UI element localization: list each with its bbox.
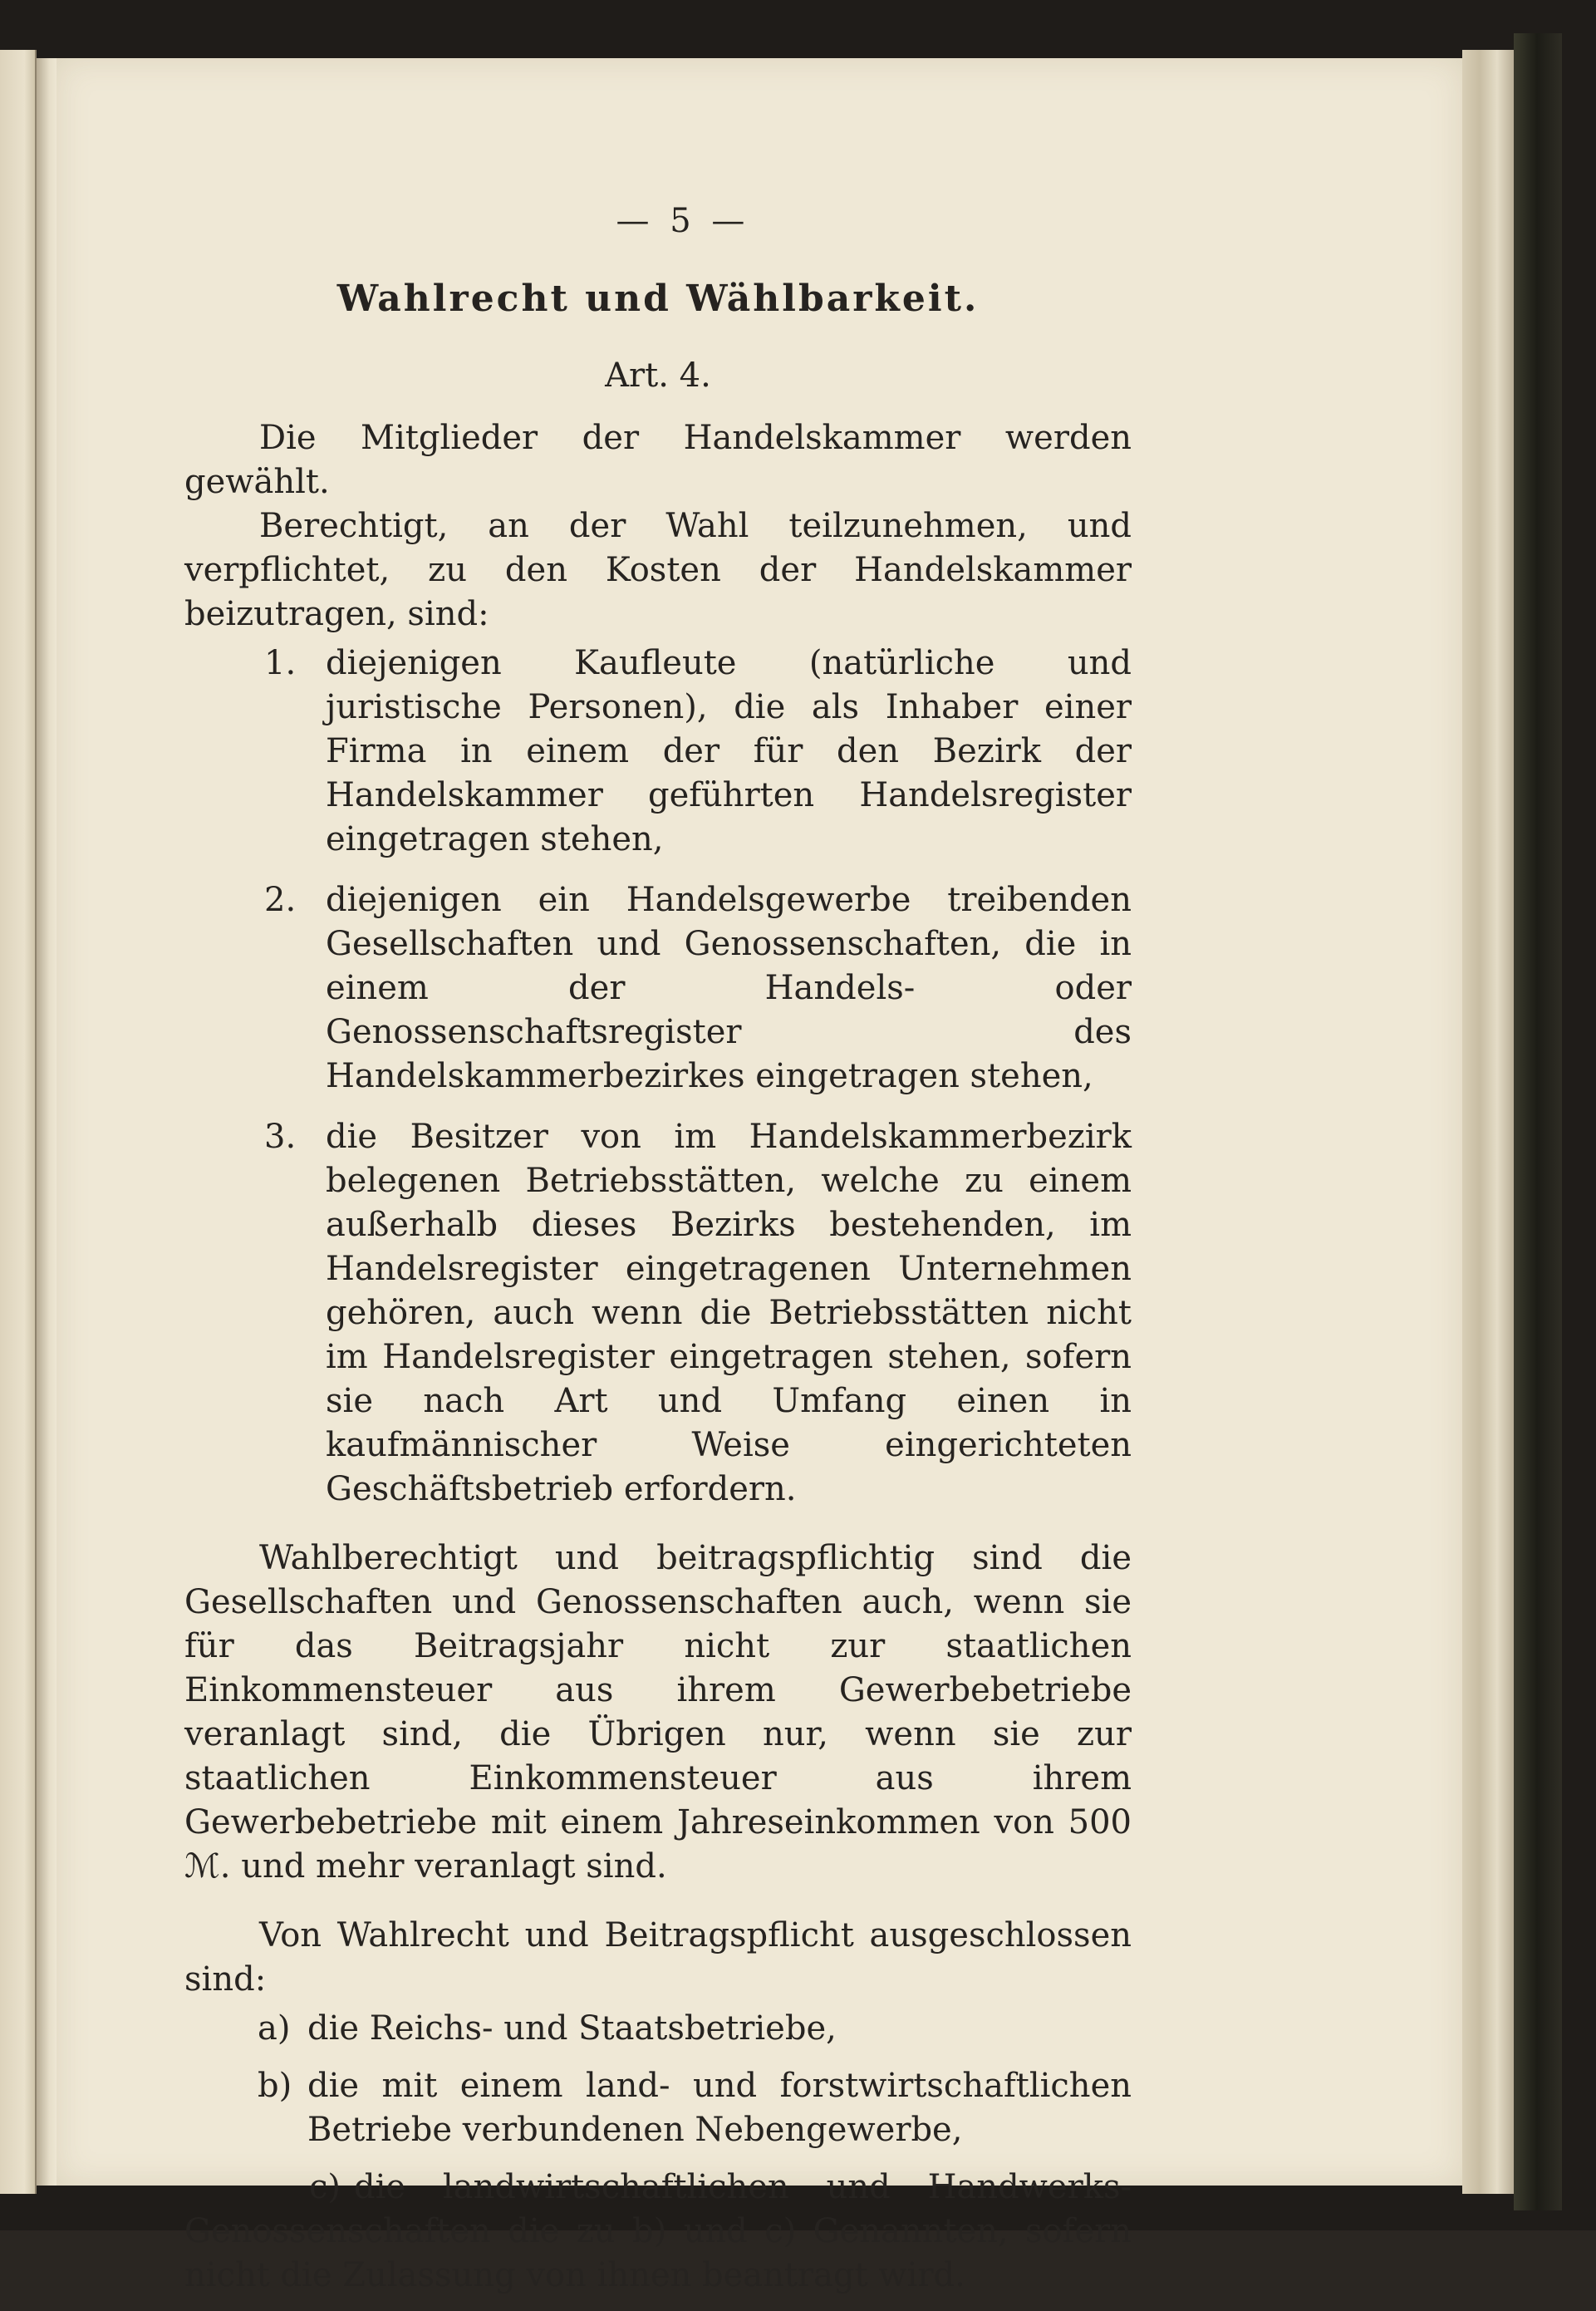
article-number: Art. 4.: [605, 356, 711, 395]
paragraph-members: Die Mitglieder der Handelskammer werden gewählt.: [184, 419, 1132, 501]
list-item-number: 2.: [264, 881, 297, 919]
list-item: [184, 2166, 1132, 2298]
paragraph-eligibility: Wahlberechtigt und beitragspflichtig sind die Gesellschaften und Genossenschaften auch, wenn sie für das Beitragsjahr nicht zur staatlichen Einkommensteuer aus ihrem Gewerbebetriebe veranlagt sind, die Übrigen nur, wenn sie zur staatlichen Einkommensteuer aus ihrem Gewerbebetriebe mit einem Jahreseinkommen von 500 ℳ. und mehr veranlagt sind.: [184, 1539, 1132, 1886]
list-item: [184, 642, 1132, 862]
list-item: [184, 2007, 1132, 2051]
list-item-text: die landwirtschaftlichen und Handwerks-Genossenschaften die zu b) und c) Genannten, sofern nicht die Zulassung von ihnen beantragt wird.: [184, 2168, 1132, 2294]
page-number: — 5 —: [616, 202, 750, 240]
list-item-letter: b): [258, 2067, 292, 2105]
list-item-number: 3.: [264, 1118, 297, 1156]
list-item-text: die Reichs- und Staatsbetriebe,: [307, 2009, 837, 2048]
paragraph-exclusions: Von Wahlrecht und Beitragspflicht ausgeschlossen sind:: [184, 1916, 1132, 1999]
list-item-letter: a): [258, 2009, 291, 2048]
list-item: [184, 878, 1132, 1099]
list-item-text: diejenigen ein Handelsgewerbe treibenden Gesellschaften und Genossenschaften, die in einem der Handels- oder Genossenschaftsregister des Handelskammerbezirkes eingetragen stehen,: [326, 881, 1132, 1095]
list-item-text: diejenigen Kaufleute (natürliche und juristische Personen), die als Inhaber einer Firma in einem der für den Bezirk der Handelskammer geführten Handelsregister eingetragen stehen,: [326, 644, 1132, 858]
exclusion-list: [184, 2007, 1132, 2298]
entitled-list: [184, 642, 1132, 1512]
list-item-text: die Besitzer von im Handelskammerbezirk belegenen Betriebsstätten, welche zu einem außerhalb dieses Bezirks bestehenden, im Handelsregister eingetragenen Unternehmen gehören, auch wenn die Betriebsstätten nicht im Handelsregister eingetragen stehen, sofern sie nach Art und Umfang einen in kaufmännischer Weise eingerichteten Geschäftsbetrieb erfordern.: [326, 1118, 1132, 1508]
list-item: [184, 1115, 1132, 1512]
book-cover-edge: [1462, 33, 1562, 2210]
list-item: [184, 2064, 1132, 2152]
section-heading: Wahlrecht und Wählbarkeit.: [336, 278, 980, 320]
book-gutter: [37, 58, 58, 2186]
list-item-letter: c): [309, 2168, 341, 2206]
list-item-text: die mit einem land- und forstwirtschaftlichen Betriebe verbundenen Nebengewerbe,: [307, 2067, 1132, 2149]
page-text: [184, 199, 1132, 2311]
previous-page-edge: [0, 50, 37, 2194]
paragraph-entitled: Berechtigt, an der Wahl teilzunehmen, und verpflichtet, zu den Kosten der Handelskammer beizutragen, sind:: [184, 507, 1132, 633]
list-item-number: 1.: [264, 644, 297, 682]
